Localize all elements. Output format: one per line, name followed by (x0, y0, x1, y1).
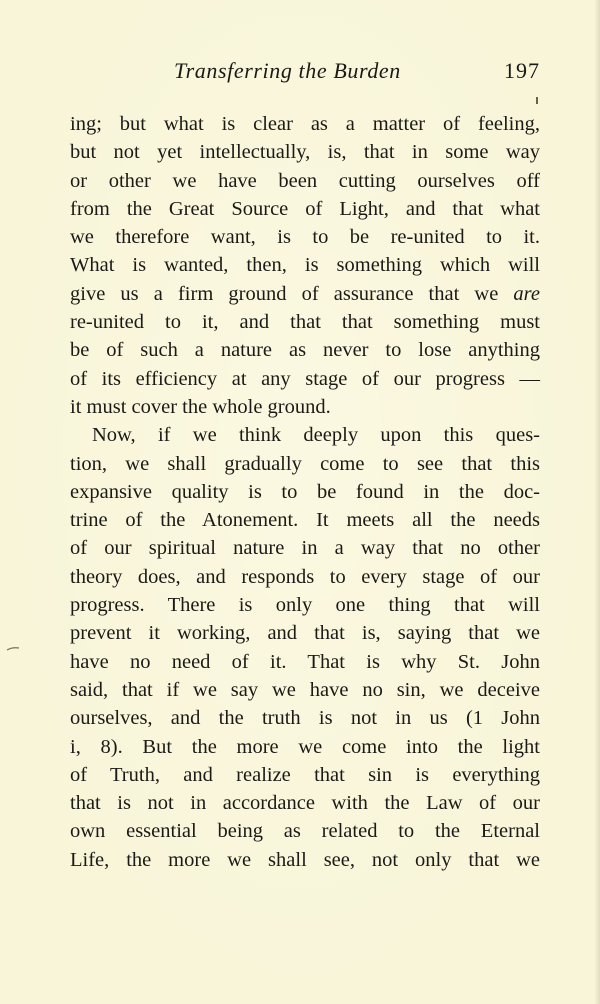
text-line: ing; but what is clear as a matter of feeling, (70, 113, 540, 135)
running-title: Transferring the Burden (174, 58, 401, 83)
page-edge-shadow (594, 0, 600, 1004)
text-line: progress. There is only one thing that will (70, 594, 540, 617)
text-line: we therefore want, is to be re-united to it. (70, 226, 540, 249)
text-line: of its efficiency at any stage of our progress — (70, 367, 540, 390)
text-line: i, 8). But the more we come into the light (70, 735, 540, 758)
text-line: own essential being as related to the Eternal (70, 820, 540, 843)
text-line: said, that if we say we have no sin, we deceive (70, 678, 540, 701)
text-line: but not yet intellectually, is, that in some way (70, 141, 540, 164)
text-line: that is not in accordance with the Law of our (70, 792, 540, 815)
text-line: theory does, and responds to every stage of our (70, 565, 540, 588)
body-text (70, 110, 540, 874)
text-line: What is wanted, then, is something which will (70, 254, 540, 277)
text-line: prevent it working, and that is, saying that we (70, 622, 540, 645)
text-line-paragraph-end: it must cover the whole ground. (70, 395, 331, 418)
text-line: re-united to it, and that that something must (70, 311, 540, 334)
text-line: have no need of it. That is why St. John (70, 650, 540, 673)
text-line: expansive quality is to be found in the doc- (70, 480, 540, 503)
page-number: 197 (504, 58, 540, 83)
text-line: tion, we shall gradually come to see that this (70, 452, 540, 475)
text-line-with-emphasis (70, 280, 540, 308)
text-line: or other we have been cutting ourselves off (70, 169, 540, 192)
text-line: Life, the more we shall see, not only that we (70, 848, 540, 871)
text-line: from the Great Source of Light, and that what (70, 197, 540, 220)
margin-pencil-mark (6, 646, 20, 652)
text-line: ourselves, and the truth is not in us (1 John (70, 707, 540, 730)
emphasis-word: are (513, 282, 540, 305)
running-head (70, 58, 540, 92)
text-line: of our spiritual nature in a way that no other (70, 537, 540, 560)
print-mark (536, 97, 538, 104)
text-line: be of such a nature as never to lose anything (70, 339, 540, 362)
text-line: trine of the Atonement. It meets all the needs (70, 509, 540, 532)
text-segment: give us a firm ground of assurance that we (70, 282, 514, 305)
text-line-paragraph-start: Now, if we think deeply upon this ques- (92, 424, 540, 447)
text-line: of Truth, and realize that sin is everything (70, 763, 540, 786)
